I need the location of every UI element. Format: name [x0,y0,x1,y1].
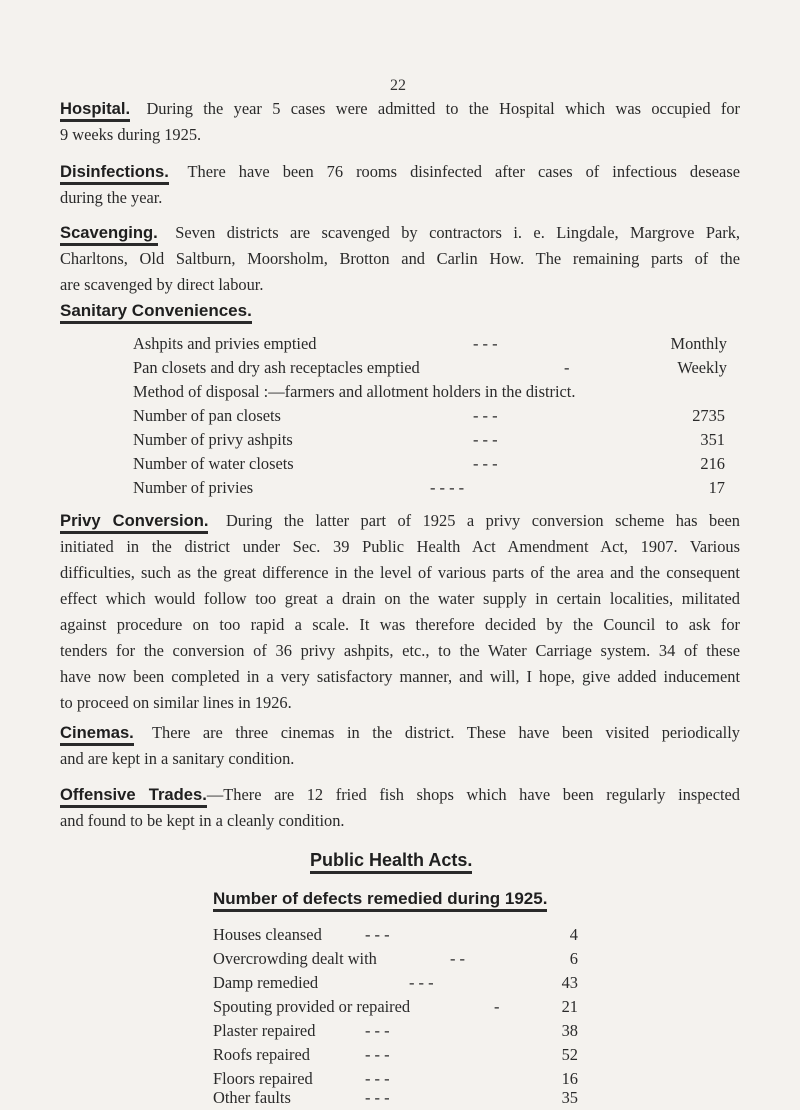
row-label: Houses cleansed [213,925,322,944]
row-label: Method of disposal :—farmers and allotment holders in the district. [133,382,576,401]
offensive-line-2: and found to be kept in a cleanly condition. [60,811,345,830]
cinemas-line-2: and are kept in a sanitary condition. [60,749,295,768]
disinfections-heading: Disinfections. [60,162,169,185]
row-label: Plaster repaired [213,1021,316,1040]
row-value: 52 [561,1045,578,1064]
privy-heading: Privy Conversion. [60,511,208,534]
row-value: 16 [561,1069,578,1088]
defect-row [213,997,603,1019]
sanitary-row [133,334,733,356]
public-health-heading: Public Health Acts. [310,850,472,874]
row-value: Weekly [677,358,727,377]
sanitary-row [133,382,733,404]
privy-line: against procedure on too rapid a scale. It was therefore decided by the Council to ask for [60,615,740,634]
row-label: Number of privies [133,478,254,497]
scavenging-line-3: are scavenged by direct labour. [60,275,264,294]
row-leader: - - - [365,1045,390,1064]
row-leader: - - [450,949,466,968]
cinemas-section [60,720,740,772]
offensive-heading: Offensive Trades. [60,785,207,808]
row-leader: - [564,358,570,377]
row-value: 17 [708,478,725,497]
privy-line: During the latter part of 1925 a privy conversion scheme has been [225,511,740,530]
row-value: 6 [569,949,578,968]
row-label: Roofs repaired [213,1045,310,1064]
hospital-heading: Hospital. [60,99,130,122]
scavenging-line-2: Charltons, Old Saltburn, Moorsholm, Brotton and Carlin How. The remaining parts of the [60,249,740,268]
row-value: 43 [561,973,578,992]
row-leader: - - - - [430,478,465,497]
row-label: Ashpits and privies emptied [133,334,317,353]
sanitary-row [133,358,733,380]
page-number: 22 [390,77,406,94]
row-value: 35 [561,1088,578,1107]
cinemas-heading: Cinemas. [60,723,134,746]
privy-line: have now been completed in a very satisfactory manner, and will, I hope, give added inducement [60,667,740,686]
row-label: Number of pan closets [133,406,281,425]
row-leader: - - - [473,406,498,425]
defects-subheading: Number of defects remedied during 1925. [213,889,547,912]
privy-section [60,508,740,716]
sanitary-row [133,478,733,500]
privy-line: to proceed on similar lines in 1926. [60,693,292,712]
disinfections-line-2: during the year. [60,188,163,207]
row-value: 4 [569,925,578,944]
sanitary-section [60,301,252,321]
defect-row [213,1045,603,1067]
row-label: Pan closets and dry ash receptacles emptied [133,358,420,377]
defect-row [213,925,603,947]
row-value: 38 [561,1021,578,1040]
row-leader: - - - [409,973,434,992]
defect-row [213,1088,603,1110]
row-leader: - - - [365,1069,390,1088]
hospital-line-2: 9 weeks during 1925. [60,125,202,144]
row-label: Other faults [213,1088,291,1107]
row-leader: - - - [473,334,498,353]
defects-subheading-wrap [213,889,547,909]
row-value: Monthly [670,334,727,353]
row-label: Overcrowding dealt with [213,949,377,968]
public-health-heading-wrap [310,850,472,871]
row-leader: - [494,997,500,1016]
row-value: 21 [561,997,578,1016]
privy-line: difficulties, such as the great difference in the level of various parts of the area and the consequent [60,563,740,582]
sanitary-row [133,406,733,428]
row-label: Floors repaired [213,1069,313,1088]
defect-row [213,949,603,971]
row-leader: - - - [473,454,498,473]
privy-line: tenders for the conversion of 36 privy ashpits, etc., to the Water Carriage system. 34 of these [60,641,740,660]
row-leader: - - - [365,925,390,944]
row-label: Spouting provided or repaired [213,997,411,1016]
sanitary-row [133,430,733,452]
row-leader: - - - [365,1088,390,1107]
scavenging-line-1: Seven districts are scavenged by contractors i. e. Lingdale, Margrove Park, [175,223,740,242]
row-leader: - - - [365,1021,390,1040]
row-label: Damp remedied [213,973,319,992]
cinemas-line-1: There are three cinemas in the district. These have been visited periodically [152,723,740,742]
offensive-section [60,782,740,834]
row-label: Number of water closets [133,454,294,473]
defect-row [213,973,603,995]
privy-line: initiated in the district under Sec. 39 Public Health Act Amendment Act, 1907. Various [60,537,740,556]
row-value: 351 [700,430,725,449]
hospital-section [60,96,740,148]
hospital-line-1: During the year 5 cases were admitted to the Hospital which was occupied for [146,99,740,118]
offensive-line-1: —There are 12 fried fish shops which have been regularly inspected [206,785,740,804]
scavenging-section [60,220,740,298]
row-value: 216 [700,454,725,473]
disinfections-line-1: There have been 76 rooms disinfected after cases of infectious desease [187,162,740,181]
sanitary-row [133,454,733,476]
disinfections-section [60,159,740,211]
sanitary-heading: Sanitary Conveniences. [60,301,252,324]
scavenging-heading: Scavenging. [60,223,158,246]
row-leader: - - - [473,430,498,449]
defect-row [213,1021,603,1043]
row-value: 2735 [692,406,725,425]
privy-line: effect which would follow too great a drain on the water supply in certain localities, militated [60,589,740,608]
row-label: Number of privy ashpits [133,430,293,449]
